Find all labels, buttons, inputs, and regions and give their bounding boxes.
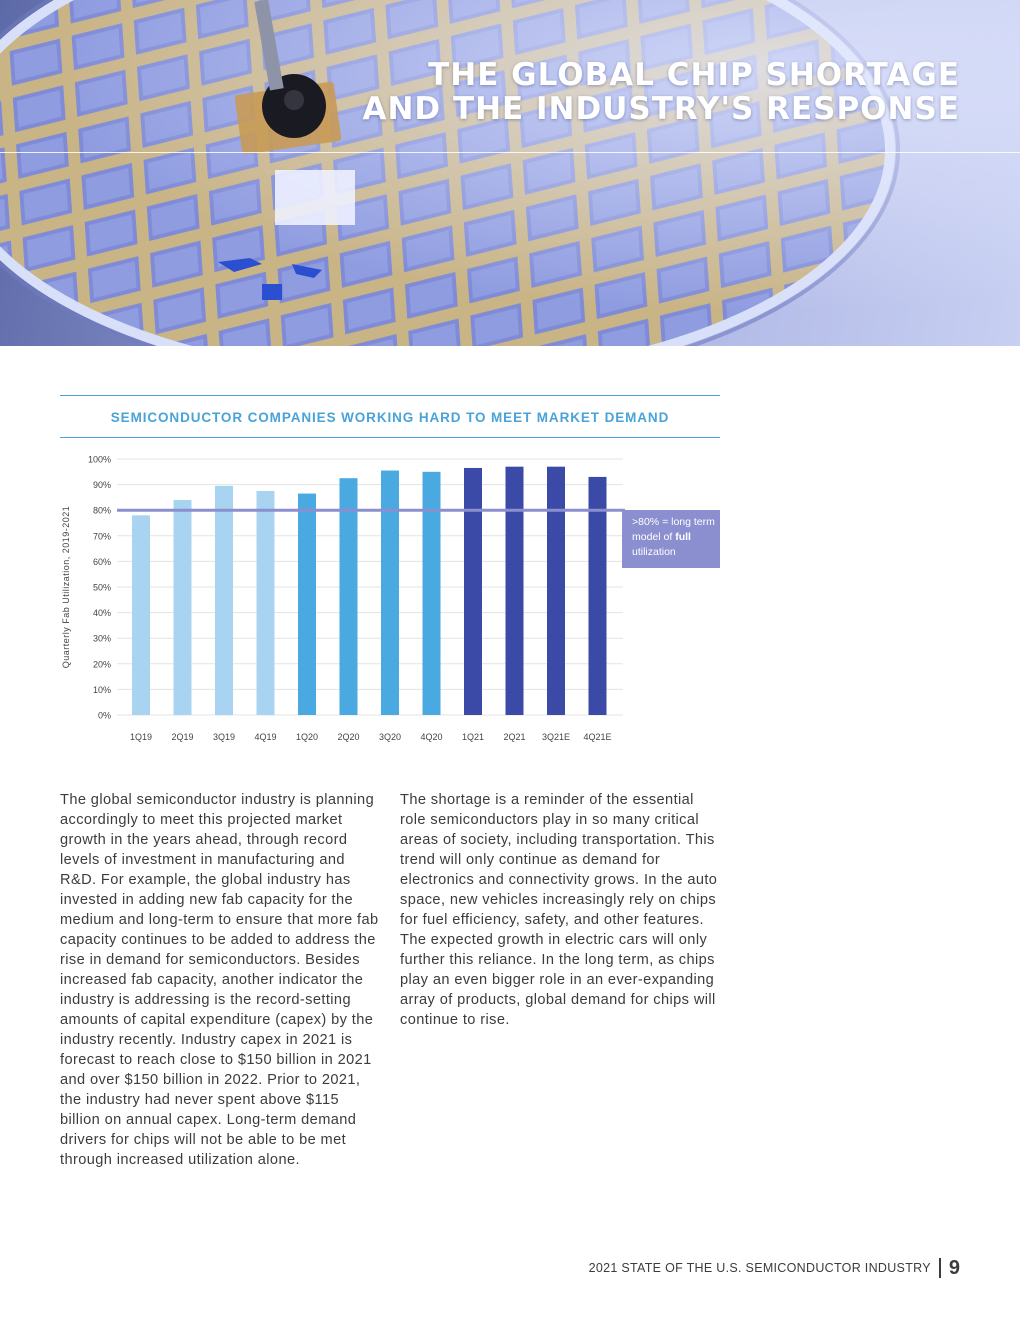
- title-divider: [0, 152, 1020, 153]
- y-tick-label: 60%: [92, 556, 111, 567]
- chart-title: SEMICONDUCTOR COMPANIES WORKING HARD TO MEET MARKET DEMAND: [110, 410, 670, 425]
- page-title: [362, 58, 960, 126]
- x-tick-label: 1Q21: [461, 732, 485, 742]
- bar: [381, 471, 399, 715]
- x-tick-label: 1Q19: [129, 732, 153, 742]
- x-tick-label: 3Q19: [212, 732, 236, 742]
- y-tick-label: 10%: [92, 684, 111, 695]
- reference-callout: [622, 510, 720, 568]
- y-axis-title: Quarterly Fab Utilization, 2019-2021: [61, 505, 71, 669]
- x-tick-label: 3Q20: [378, 732, 402, 742]
- bar: [298, 494, 316, 715]
- bar: [215, 486, 233, 715]
- bar: [464, 468, 482, 715]
- y-tick-label: 80%: [92, 505, 111, 516]
- callout-bold: full: [675, 531, 691, 543]
- x-tick-label: 2Q20: [337, 732, 360, 742]
- hero-banner: [0, 0, 1020, 346]
- fab-utilization-chart: [50, 448, 630, 753]
- bar: [132, 515, 150, 715]
- footer-divider: [939, 1258, 941, 1278]
- x-tick-label: 4Q20: [420, 732, 443, 742]
- y-tick-label: 40%: [92, 608, 111, 619]
- x-tick-label: 4Q21E: [583, 732, 612, 742]
- x-tick-label: 1Q20: [295, 732, 319, 742]
- y-tick-label: 50%: [92, 582, 111, 593]
- chart-rule-bottom: [60, 437, 720, 438]
- footer-label: 2021 STATE OF THE U.S. SEMICONDUCTOR INDUSTRY: [588, 1261, 931, 1275]
- y-tick-label: 30%: [92, 633, 111, 644]
- wafer-photo: [0, 0, 1020, 346]
- x-tick-label: 3Q21E: [541, 732, 571, 742]
- x-tick-label: 4Q19: [254, 732, 277, 742]
- bar: [506, 467, 524, 715]
- body-column-left: [60, 790, 382, 1170]
- page-title-line2: AND THE INDUSTRY'S RESPONSE: [362, 91, 960, 127]
- chart-rule-top: [60, 395, 720, 396]
- bar: [257, 491, 275, 715]
- bar: [174, 500, 192, 715]
- y-tick-label: 100%: [87, 454, 111, 465]
- body-paragraph-right: The shortage is a reminder of the essential role semiconductors play in so many critical areas of society, including transportation. This trend will only continue as demand for electronics and connectivity grows. In the auto space, new vehicles increasingly rely on chips for fuel efficiency, safety, and other features. The expected growth in electric cars will only further this reliance. In the long term, as chips play an even bigger role in an ever-expanding array of products, global demand for chips will continue to rise.: [400, 792, 718, 1028]
- body-paragraph-left: The global semiconductor industry is planning accordingly to meet this projected market growth in the years ahead, through record levels of investment in manufacturing and R&D. For example, the global industry has invested in adding new fab capacity for the medium and long-term to ensure that more fab capacity continues to be added to address the rise in demand for semiconductors. Besides increased fab capacity, another indicator the industry is addressing is the record-setting amounts of capital expenditure (capex) by the industry recently. Industry capex in 2021 is forecast to reach close to $150 billion in 2021 and over $150 billion in 2022. Prior to 2021, the industry had never spent above $115 billion on annual capex. Long-term demand drivers for chips will not be able to be met through increased utilization alone.: [60, 792, 379, 1168]
- body-column-right: [400, 790, 720, 1030]
- bar: [340, 478, 358, 715]
- x-tick-label: 2Q21: [503, 732, 526, 742]
- y-tick-label: 0%: [97, 710, 111, 721]
- callout-text-end: utilization: [632, 546, 676, 558]
- page-number: 9: [948, 1256, 960, 1279]
- x-tick-label: 2Q19: [171, 732, 194, 742]
- y-tick-label: 90%: [92, 480, 111, 491]
- bar: [423, 472, 441, 715]
- page-title-line1: THE GLOBAL CHIP SHORTAGE: [428, 57, 960, 93]
- bar: [547, 467, 565, 715]
- bar: [589, 477, 607, 715]
- callout-text: >80% = long term model of: [632, 516, 715, 543]
- y-tick-label: 20%: [92, 659, 111, 670]
- y-tick-label: 70%: [92, 531, 111, 542]
- page-footer: [589, 1256, 960, 1280]
